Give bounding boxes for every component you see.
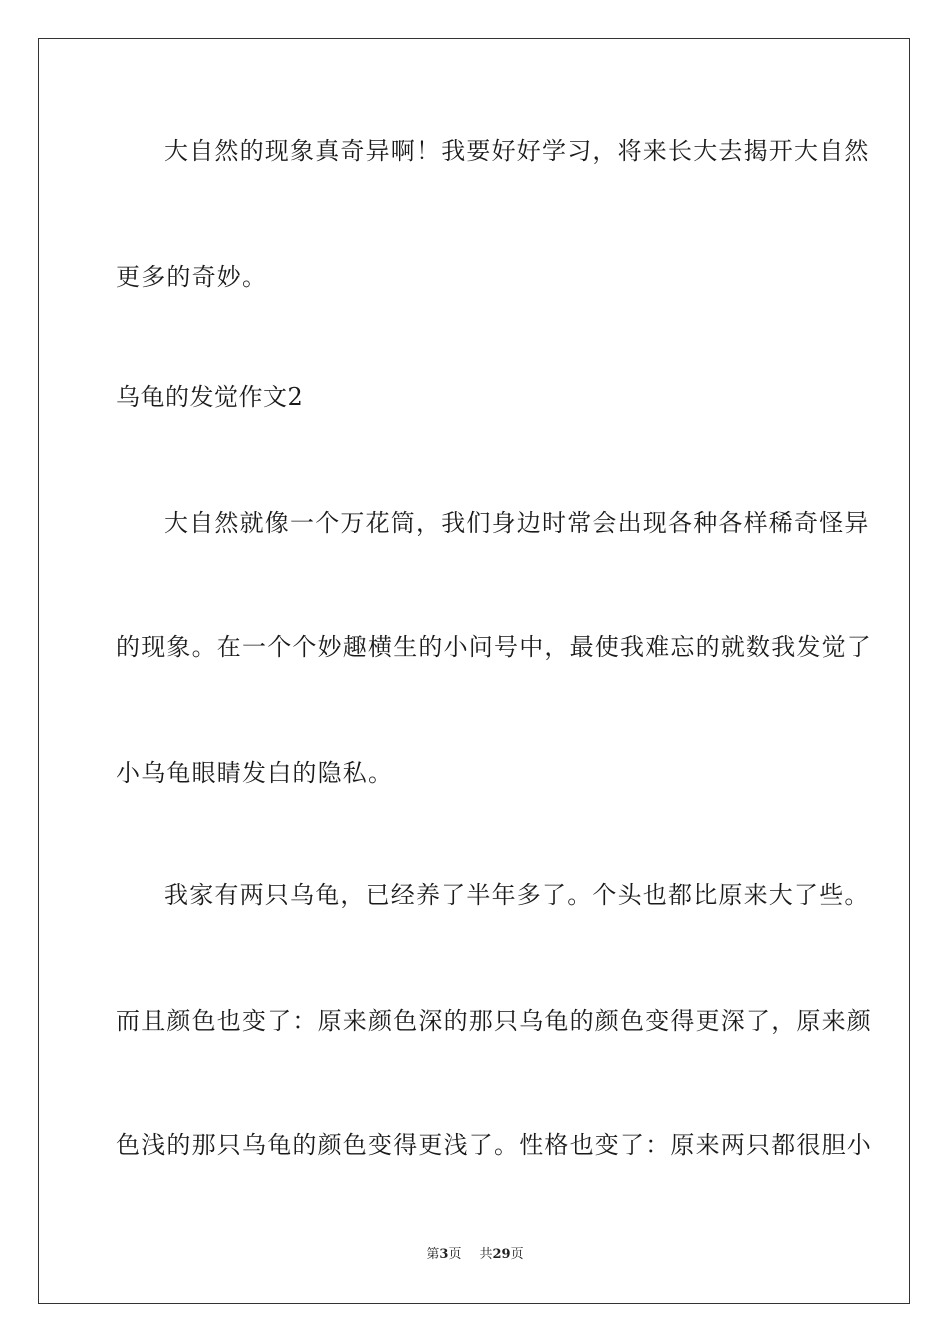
paragraph-3-line-3: 色浅的那只乌龟的颜色变得更浅了。性格也变了：原来两只都很胆小 [116,1131,872,1159]
page-border [38,38,910,1304]
paragraph-2-line-2: 的现象。在一个个妙趣横生的小问号中，最使我难忘的就数我发觉了 [116,633,872,661]
footer-page-prefix: 第 [426,1247,440,1262]
paragraph-1-line-1: 大自然的现象真奇异啊！我要好好学习，将来长大去揭开大自然 [164,137,870,165]
footer-total-prefix: 共 [479,1247,493,1262]
page-number-footer [0,1246,950,1264]
paragraph-3-line-2: 而且颜色也变了：原来颜色深的那只乌龟的颜色变得更深了，原来颜 [116,1007,872,1035]
paragraph-2-line-1: 大自然就像一个万花筒，我们身边时常会出现各种各样稀奇怪异 [164,509,870,537]
footer-page-suffix: 页 [448,1247,462,1262]
footer-total-pages: 29 [492,1247,511,1262]
footer-page-number: 3 [439,1247,449,1262]
paragraph-3-line-1: 我家有两只乌龟，已经养了半年多了。个头也都比原来大了些。 [164,881,870,909]
paragraph-1-line-2: 更多的奇妙。 [116,263,268,291]
paragraph-2-line-3: 小乌龟眼睛发白的隐私。 [116,759,394,787]
section-title: 乌龟的发觉作文2 [116,383,304,411]
footer-total-suffix: 页 [510,1247,524,1262]
